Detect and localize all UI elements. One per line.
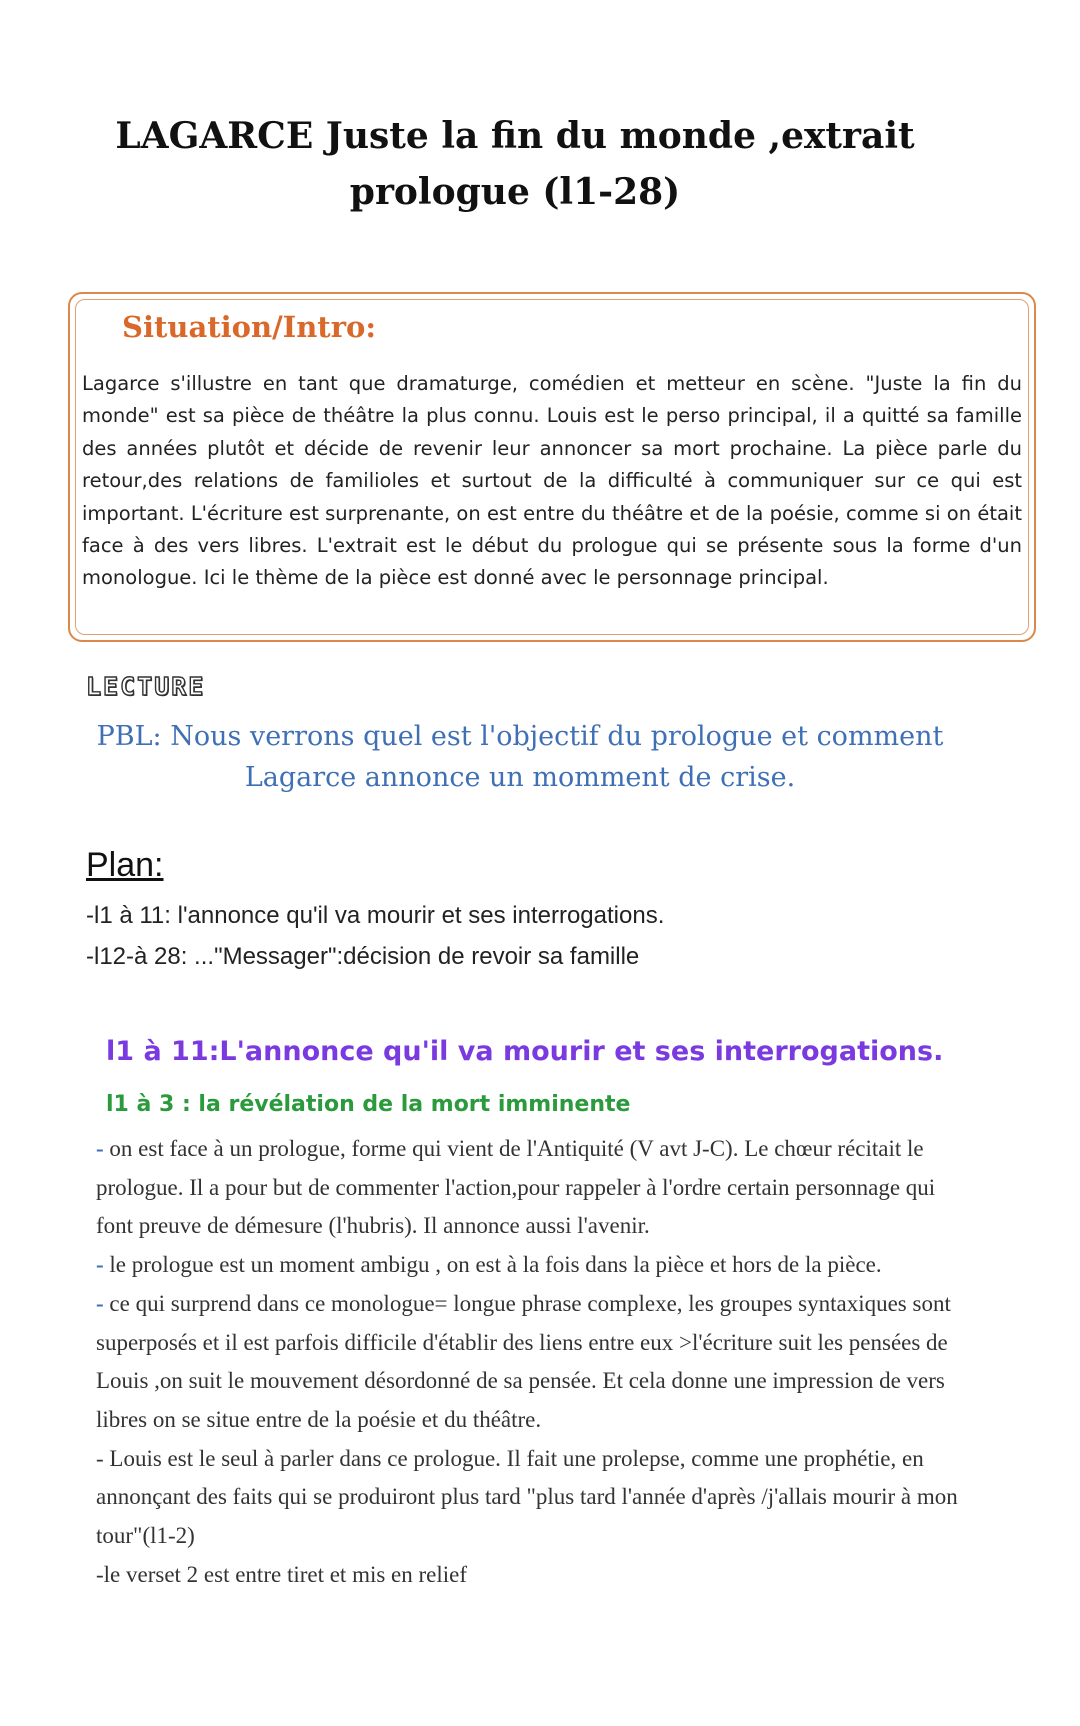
bullet-dash: - <box>96 1252 104 1278</box>
analysis-paragraph <box>96 1246 976 1285</box>
pbl-line-1: PBL: Nous verrons quel est l'objectif du prologue et comment <box>96 721 944 752</box>
plan-list <box>86 895 664 977</box>
analysis-body <box>96 1130 976 1594</box>
analysis-paragraph: -le verset 2 est entre tiret et mis en relief <box>96 1561 468 1587</box>
paragraph-text: le prologue est un moment ambigu , on est à la fois dans la pièce et hors de la pièce. <box>103 1252 882 1278</box>
intro-text: Lagarce s'illustre en tant que dramaturge, comédien et metteur en scène. "Juste la fin du monde" est sa pièce de théâtre la plus connu. Louis est le perso principal, il a quitté sa famille des années plutôt et décide de revenir leur annoncer sa mort prochaine. La pièce parle du retour,des relations de familioles et surtout de la difficulté à communiquer sur ce qui est important. L'écriture est surprenante, on est entre du théâtre et de la poésie, comme si on était face à des vers libres. L'extrait est le début du prologue qui se présente sous la forme d'un monologue. Ici le thème de la pièce est donné avec le personnage principal. <box>82 372 1022 590</box>
plan-title: Plan: <box>86 846 164 884</box>
analysis-paragraph: - Louis est le seul à parler dans ce prologue. Il fait une prolepse, comme une prophétie, en annonçant des faits qui se produiront plus tard "plus tard l'année d'après /j'allais mourir à mon tour"(l1-2) <box>96 1445 958 1549</box>
intro-heading: Situation/Intro: <box>122 310 377 344</box>
pbl-line-2: Lagarce annonce un momment de crise. <box>244 762 796 793</box>
page-title <box>0 108 1030 220</box>
paragraph-text: ce qui surprend dans ce monologue= longue phrase complexe, les groupes syntaxiques sont superposés et il est parfois difficile d'établir des liens entre eux >l'écriture suit les pensées de Louis ,on suit le mouvement désordonné de sa pensée. Et cela donne une impression de vers libres on se situe entre de la poésie et du théâtre. <box>96 1290 951 1432</box>
title-line-2: prologue (l1-28) <box>349 171 681 213</box>
section-heading: l1 à 11:L'annonce qu'il va mourir et ses interrogations. <box>106 1036 944 1067</box>
analysis-paragraph <box>96 1130 976 1246</box>
intro-box <box>68 292 1036 642</box>
pbl-problematique <box>60 716 980 798</box>
paragraph-text: on est face à un prologue, forme qui vient de l'Antiquité (V avt J-C). Le chœur récitait le prologue. Il a pour but de commenter l'action,pour rappeler à l'ordre certain personnage qui font preuve de démesure (l'hubris). Il annonce aussi l'avenir. <box>96 1136 936 1239</box>
bullet-dash: - <box>96 1290 104 1316</box>
bullet-dash: - <box>96 1136 104 1161</box>
lecture-label: LECTURE <box>86 672 206 701</box>
title-line-1: LAGARCE Juste la fin du monde ,extrait <box>115 115 915 157</box>
analysis-paragraph <box>96 1285 976 1440</box>
section-subheading: l1 à 3 : la révélation de la mort imminente <box>106 1092 631 1117</box>
plan-item: -l12-à 28: ..."Messager":décision de revoir sa famille <box>86 943 640 970</box>
plan-item: -l1 à 11: l'annonce qu'il va mourir et ses interrogations. <box>86 902 665 929</box>
